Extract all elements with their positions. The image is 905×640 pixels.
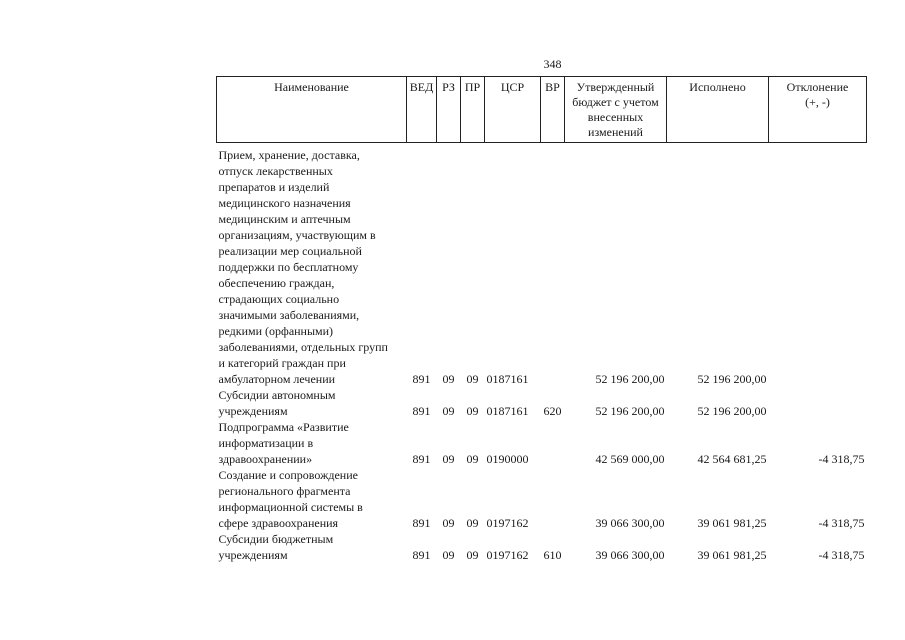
row-name-line: заболеваниями, отдельных групп	[218, 340, 388, 354]
header-pr: ПР	[461, 77, 485, 143]
table-row	[217, 419, 867, 467]
row-name-line: медицинского назначения	[218, 196, 351, 210]
row-name-line: Создание и сопровождение	[218, 468, 358, 482]
row-csr: 0197162	[486, 516, 529, 530]
row-ved: 891	[412, 548, 431, 562]
row-name-line: организациям, участвующим в	[218, 228, 376, 242]
table-row	[217, 467, 867, 531]
budget-table	[216, 76, 867, 563]
row-done: 42 564 681,25	[697, 452, 767, 466]
row-deviation: -4 318,75	[818, 516, 865, 530]
header-name: Наименование	[217, 77, 407, 143]
row-vr	[541, 147, 565, 387]
row-name-line: страдающих социально	[218, 292, 340, 306]
row-name-line: реализации мер социальной	[218, 244, 362, 258]
row-done: 39 061 981,25	[697, 516, 767, 530]
table-body	[217, 143, 867, 564]
row-vr	[541, 419, 565, 467]
row-name	[217, 387, 407, 419]
row-rz: 09	[442, 516, 455, 530]
row-name-line: информатизации в	[218, 436, 314, 450]
row-pr: 09	[466, 372, 479, 386]
table-row	[217, 147, 867, 387]
row-name-line: и категорий граждан при	[218, 356, 346, 370]
row-name	[217, 419, 407, 467]
row-ved: 891	[412, 516, 431, 530]
row-name-line: информационной системы в	[218, 500, 363, 514]
row-budget: 52 196 200,00	[595, 404, 665, 418]
table-row	[217, 387, 867, 419]
table-header-row	[217, 77, 867, 143]
row-rz: 09	[442, 404, 455, 418]
header-done: Исполнено	[667, 77, 769, 143]
row-rz: 09	[442, 548, 455, 562]
row-name-line: препаратов и изделий	[218, 180, 330, 194]
row-deviation	[769, 147, 867, 387]
row-name-line: Прием, хранение, доставка,	[218, 148, 360, 162]
row-deviation: -4 318,75	[818, 548, 865, 562]
header-rz: РЗ	[437, 77, 461, 143]
page-number: 348	[543, 57, 562, 71]
row-name-line: редкими (орфанными)	[218, 324, 334, 338]
row-name-line: Подпрограмма «Развитие	[218, 420, 349, 434]
row-done: 52 196 200,00	[697, 372, 767, 386]
table-row	[217, 531, 867, 563]
header-vr: ВР	[541, 77, 565, 143]
row-name-line: регионального фрагмента	[218, 484, 351, 498]
row-ved: 891	[412, 452, 431, 466]
row-budget: 39 066 300,00	[595, 516, 665, 530]
row-name-line: Субсидии автономным	[218, 388, 336, 402]
row-name-line: Субсидии бюджетным	[218, 532, 334, 546]
row-rz: 09	[442, 372, 455, 386]
row-name-line: здравоохранении»	[218, 452, 313, 466]
row-name-line: поддержки по бесплатному	[218, 260, 359, 274]
row-ved: 891	[412, 372, 431, 386]
row-pr: 09	[466, 548, 479, 562]
row-name	[217, 531, 407, 563]
row-rz: 09	[442, 452, 455, 466]
row-vr	[541, 467, 565, 531]
row-budget: 39 066 300,00	[595, 548, 665, 562]
row-pr: 09	[466, 452, 479, 466]
header-deviation: Отклонение (+, -)	[769, 77, 867, 143]
row-name-line: учреждениям	[218, 548, 288, 562]
row-name-line: отпуск лекарственных	[218, 164, 333, 178]
row-csr: 0187161	[486, 404, 529, 418]
row-name-line: сфере здравоохранения	[218, 516, 339, 530]
row-pr: 09	[466, 404, 479, 418]
row-csr: 0197162	[486, 548, 529, 562]
row-name-line: амбулаторном лечении	[218, 372, 336, 386]
row-name-line: значимыми заболеваниями,	[218, 308, 360, 322]
row-name	[217, 467, 407, 531]
row-vr: 610	[543, 548, 562, 562]
row-name-line: обеспечению граждан,	[218, 276, 335, 290]
header-ved: ВЕД	[407, 77, 437, 143]
row-csr: 0190000	[486, 452, 529, 466]
row-vr: 620	[543, 404, 562, 418]
row-deviation: -4 318,75	[818, 452, 865, 466]
header-budget: Утвержденный бюджет с учетом внесенных изменений	[565, 77, 667, 143]
row-csr: 0187161	[486, 372, 529, 386]
row-deviation	[769, 387, 867, 419]
row-name-line: медицинским и аптечным	[218, 212, 351, 226]
row-pr: 09	[466, 516, 479, 530]
row-name	[217, 147, 407, 387]
row-budget: 52 196 200,00	[595, 372, 665, 386]
header-csr: ЦСР	[485, 77, 541, 143]
row-done: 39 061 981,25	[697, 548, 767, 562]
row-done: 52 196 200,00	[697, 404, 767, 418]
row-ved: 891	[412, 404, 431, 418]
row-name-line: учреждениям	[218, 404, 288, 418]
row-budget: 42 569 000,00	[595, 452, 665, 466]
